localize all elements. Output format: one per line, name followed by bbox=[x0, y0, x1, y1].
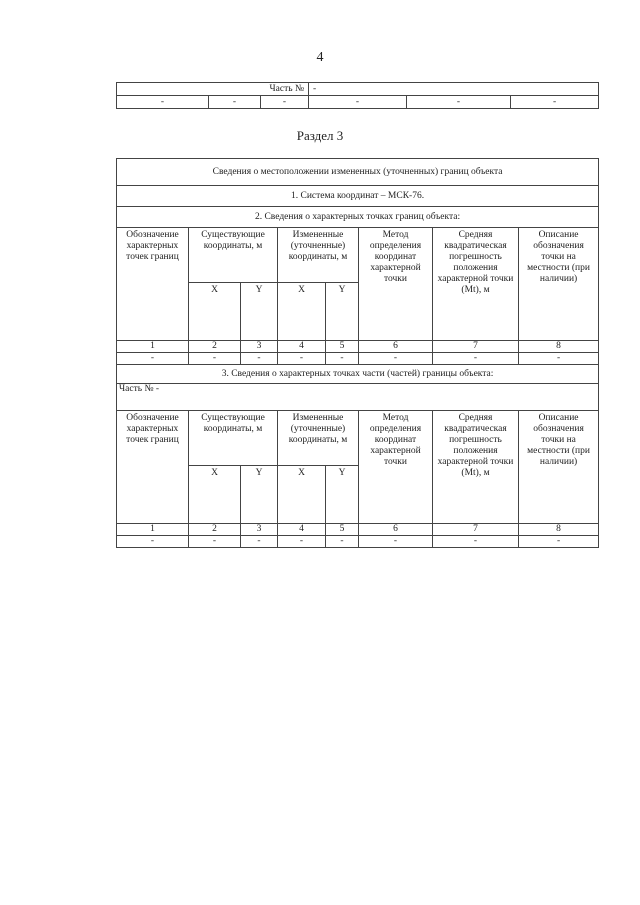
column-number: 6 bbox=[359, 524, 433, 536]
empty-cell: - bbox=[519, 536, 599, 548]
header-y: Y bbox=[326, 283, 359, 341]
header-changed: Измененные (уточненные) координаты, м bbox=[278, 411, 359, 466]
part-points-heading-row: 3. Сведения о характерных точках части (частей) границы объекта: bbox=[117, 365, 599, 384]
header-existing: Существующие координаты, м bbox=[189, 411, 278, 466]
column-number: 1 bbox=[117, 524, 189, 536]
header-designation: Обозначение характерных точек границ bbox=[117, 411, 189, 524]
points-heading-row: 2. Сведения о характерных точках границ объекта: bbox=[117, 207, 599, 228]
table-title: Сведения о местоположении измененных (уточненных) границ объекта bbox=[117, 159, 599, 186]
column-number: 5 bbox=[326, 524, 359, 536]
column-number: 2 bbox=[189, 341, 241, 353]
empty-cell: - bbox=[433, 353, 519, 365]
header-description: Описание обозначения точки на местности (при наличии) bbox=[519, 411, 599, 524]
header-y: Y bbox=[241, 283, 278, 341]
boundary-table bbox=[116, 158, 599, 548]
header-designation: Обозначение характерных точек границ bbox=[117, 228, 189, 341]
part-label: Часть № bbox=[117, 83, 309, 96]
header-x: X bbox=[189, 466, 241, 524]
empty-cell: - bbox=[519, 353, 599, 365]
header-x: X bbox=[278, 283, 326, 341]
column-number: 4 bbox=[278, 524, 326, 536]
empty-cell: - bbox=[189, 353, 241, 365]
column-number: 8 bbox=[519, 341, 599, 353]
empty-cell: - bbox=[359, 353, 433, 365]
column-number: 7 bbox=[433, 341, 519, 353]
section-title: Раздел 3 bbox=[296, 128, 344, 143]
column-number: 6 bbox=[359, 341, 433, 353]
header-error: Средняя квадратическая погрешность положения характерной точки (Mt), м bbox=[433, 228, 519, 341]
empty-cell: - bbox=[326, 353, 359, 365]
header-changed: Измененные (уточненные) координаты, м bbox=[278, 228, 359, 283]
column-number: 5 bbox=[326, 341, 359, 353]
header-y: Y bbox=[326, 466, 359, 524]
empty-cell: - bbox=[117, 353, 189, 365]
column-number: 3 bbox=[241, 524, 278, 536]
dash-cell: - bbox=[117, 96, 209, 109]
column-number: 2 bbox=[189, 524, 241, 536]
column-number: 3 bbox=[241, 341, 278, 353]
page-number: 4 bbox=[316, 50, 324, 65]
dash-cell: - bbox=[511, 96, 599, 109]
empty-cell: - bbox=[278, 536, 326, 548]
empty-cell: - bbox=[241, 536, 278, 548]
header-x: X bbox=[278, 466, 326, 524]
part-value: - bbox=[309, 83, 599, 96]
coordinate-system-row: 1. Система координат – МСК-76. bbox=[117, 186, 599, 207]
header-error: Средняя квадратическая погрешность положения характерной точки (Mt), м bbox=[433, 411, 519, 524]
header-method: Метод определения координат характерной точки bbox=[359, 411, 433, 524]
column-number: 8 bbox=[519, 524, 599, 536]
dash-cell: - bbox=[309, 96, 407, 109]
dash-cell: - bbox=[209, 96, 261, 109]
column-number: 1 bbox=[117, 341, 189, 353]
header-existing: Существующие координаты, м bbox=[189, 228, 278, 283]
empty-cell: - bbox=[241, 353, 278, 365]
empty-cell: - bbox=[278, 353, 326, 365]
dash-cell: - bbox=[261, 96, 309, 109]
empty-cell: - bbox=[326, 536, 359, 548]
header-method: Метод определения координат характерной точки bbox=[359, 228, 433, 341]
empty-cell: - bbox=[433, 536, 519, 548]
header-description: Описание обозначения точки на местности (при наличии) bbox=[519, 228, 599, 341]
part-number-row: Часть № - bbox=[117, 384, 599, 411]
dash-cell: - bbox=[407, 96, 511, 109]
header-y: Y bbox=[241, 466, 278, 524]
column-number: 4 bbox=[278, 341, 326, 353]
column-number: 7 bbox=[433, 524, 519, 536]
part-table bbox=[116, 82, 599, 109]
empty-cell: - bbox=[117, 536, 189, 548]
empty-cell: - bbox=[189, 536, 241, 548]
empty-cell: - bbox=[359, 536, 433, 548]
header-x: X bbox=[189, 283, 241, 341]
